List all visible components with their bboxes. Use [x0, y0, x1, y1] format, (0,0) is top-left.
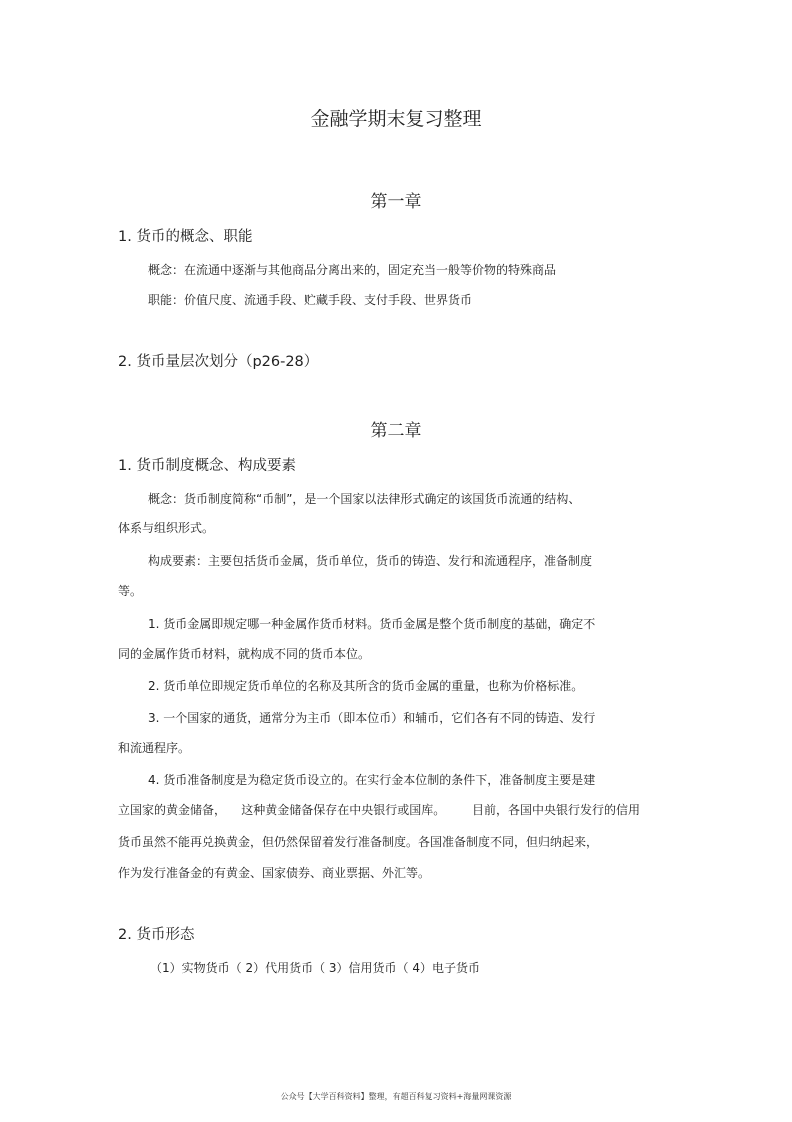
paragraph-line: 1. 货币金属即规定哪一种金属作货币材料。货币金属是整个货币制度的基础，确定不: [148, 617, 596, 631]
paragraph-line: 货币虽然不能再兑换黄金，但仍然保留着发行准备制度。各国准备制度不同，但归纳起来，: [118, 835, 599, 849]
paragraph-line: 同的金属作货币材料，就构成不同的货币本位。: [118, 647, 371, 661]
document-title: 金融学期末复习整理: [310, 108, 482, 130]
paragraph-line: 立国家的黄金储备， 这种黄金储备保存在中央银行或国库。 目前，各国中央银行发行的信用: [118, 803, 640, 817]
paragraph: 概念：在流通中逐渐与其他商品分离出来的，固定充当一般等价物的特殊商品: [148, 263, 557, 277]
paragraph: 职能：价值尺度、流通手段、贮藏手段、支付手段、世界货币: [148, 293, 473, 307]
section-heading: 1. 货币制度概念、构成要素: [118, 458, 296, 474]
section-heading: 1. 货币的概念、职能: [118, 229, 253, 245]
paragraph: （1）实物货币（ 2）代用货币（ 3）信用货币（ 4）电子货币: [150, 961, 480, 975]
paragraph-line: 构成要素：主要包括货币金属，货币单位，货币的铸造、发行和流通程序，准备制度: [148, 554, 593, 568]
chapter-2-heading: 第二章: [370, 421, 422, 441]
paragraph-line: 和流通程序。: [118, 741, 191, 755]
paragraph-line: 体系与组织形式。: [118, 521, 215, 535]
paragraph-line: 3. 一个国家的通货，通常分为主币（即本位币）和辅币，它们各有不同的铸造、发行: [148, 711, 596, 725]
chapter-1-heading: 第一章: [370, 192, 422, 212]
paragraph-line: 概念：货币制度简称“币制”，是一个国家以法律形式确定的该国货币流通的结构、: [148, 492, 581, 506]
paragraph-line: 等。: [118, 584, 143, 598]
paragraph-line: 4. 货币准备制度是为稳定货币设立的。在实行金本位制的条件下，准备制度主要是建: [148, 773, 596, 787]
section-heading: 2. 货币形态: [118, 927, 195, 943]
page-footer: 公众号【大学百科资料】整理，有超百科复习资料+海量网课资源: [280, 1092, 512, 1101]
paragraph-line: 2. 货币单位即规定货币单位的名称及其所含的货币金属的重量，也称为价格标准。: [148, 679, 584, 693]
paragraph-line: 作为发行准备金的有黄金、国家债券、商业票据、外汇等。: [118, 866, 431, 880]
section-heading: 2. 货币量层次划分（p26-28）: [118, 354, 319, 370]
